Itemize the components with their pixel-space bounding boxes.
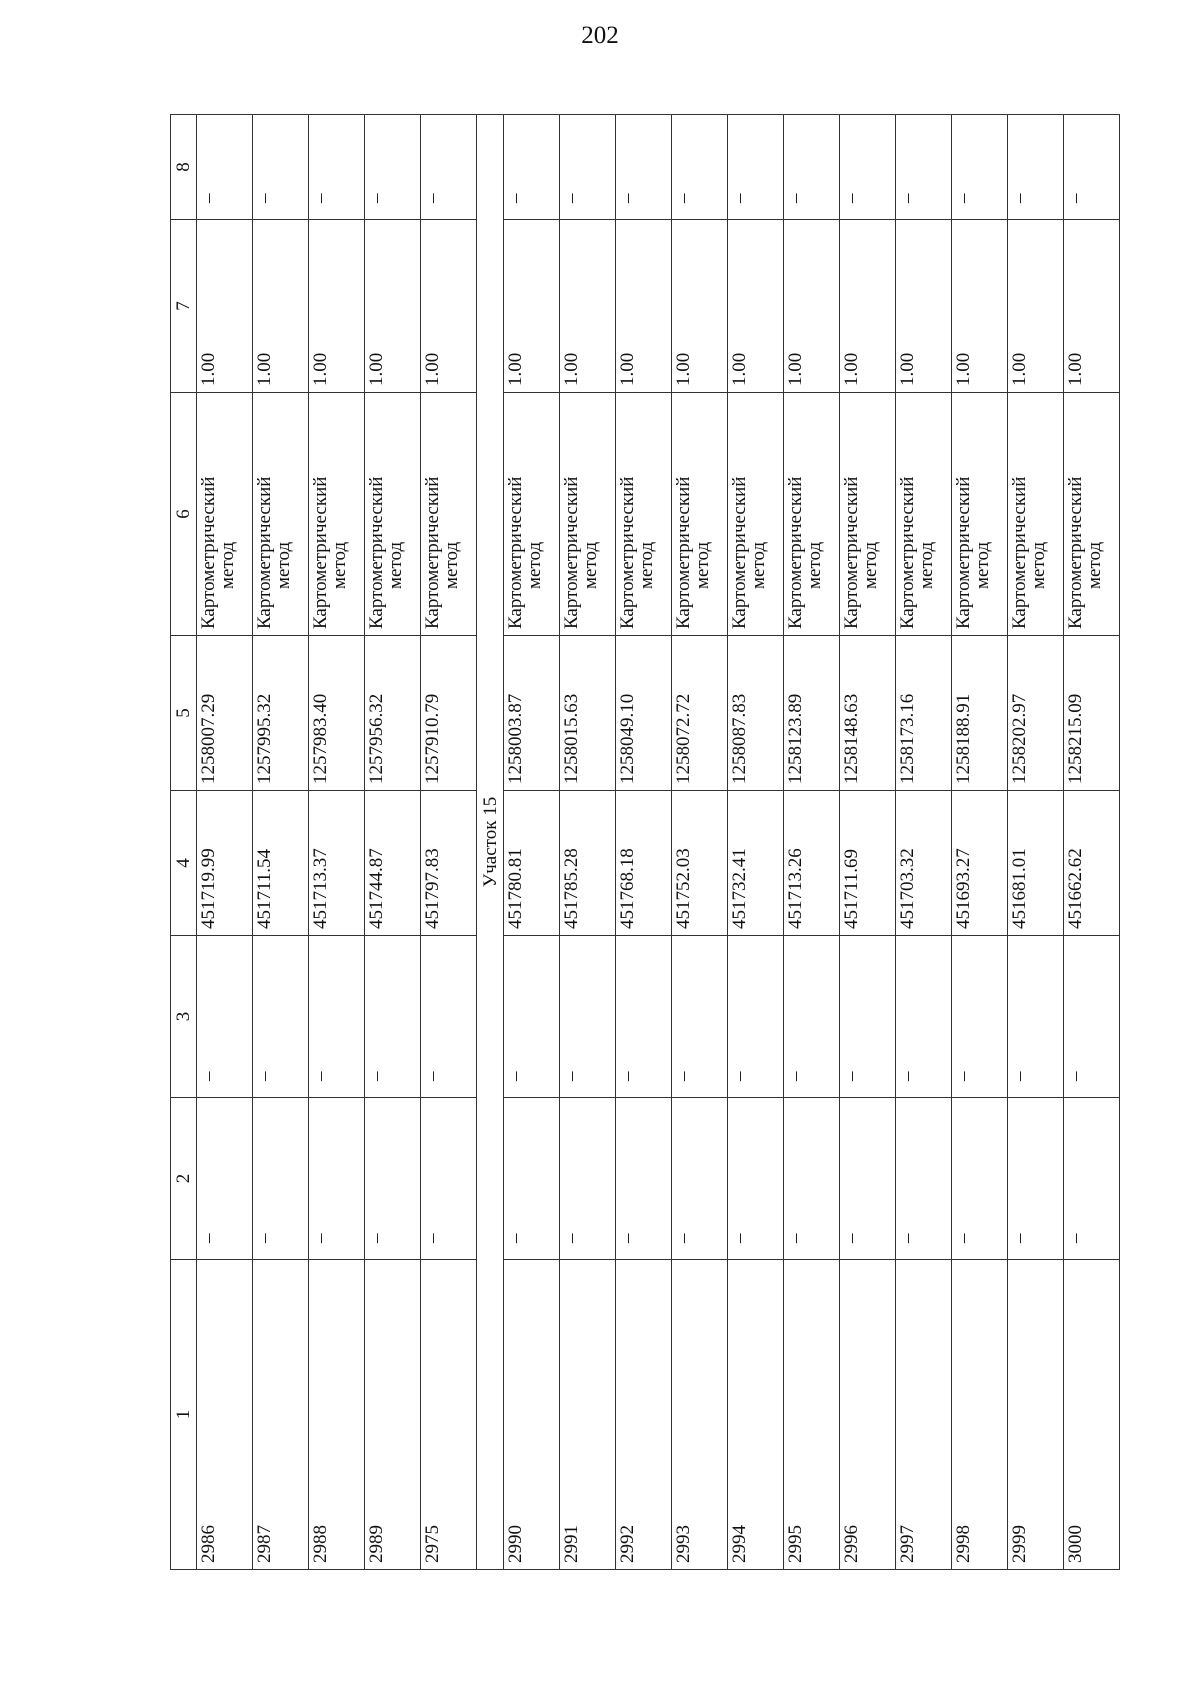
column-number-8: 8 [171,115,197,220]
cell-col-2: – [615,1098,671,1260]
cell-col-2: – [503,1098,559,1260]
cell-col-7: 1.00 [839,220,895,393]
cell-method [1063,393,1119,636]
cell-col-8: – [503,115,559,220]
table-row [421,115,477,1570]
cell-method [503,393,559,636]
method-line-1: Картометрический [1064,476,1086,629]
cell-col-8: – [365,115,421,220]
cell-col-3: – [1007,936,1063,1098]
cell-col-8: – [615,115,671,220]
cell-col-1: 2994 [727,1260,783,1570]
cell-col-7: 1.00 [895,220,951,393]
cell-col-2: – [197,1098,253,1260]
cell-col-3: – [197,936,253,1098]
table-row [559,115,615,1570]
table-row [503,115,559,1570]
cell-col-3: – [839,936,895,1098]
cell-col-5: 1257956.32 [365,636,421,791]
cell-col-3: – [1063,936,1119,1098]
coordinates-table [170,114,1120,1570]
cell-col-4: 451719.99 [197,791,253,936]
section-label: Участок 15 [477,115,503,1570]
cell-col-4: 451785.28 [559,791,615,936]
cell-method [309,393,365,636]
table-row [365,115,421,1570]
cell-col-4: 451662.62 [1063,791,1119,936]
method-line-1: Картометрический [952,476,974,629]
method-line-2: метод [747,541,769,589]
cell-col-5: 1258188.91 [951,636,1007,791]
cell-method [197,393,253,636]
method-line-2: метод [385,541,407,589]
method-line-2: метод [217,541,239,589]
cell-col-3: – [671,936,727,1098]
cell-col-2: – [1063,1098,1119,1260]
cell-col-1: 2995 [783,1260,839,1570]
cell-col-1: 2987 [253,1260,309,1570]
column-number-5: 5 [171,636,197,791]
table-row [253,115,309,1570]
cell-col-7: 1.00 [783,220,839,393]
cell-col-4: 451744.87 [365,791,421,936]
cell-col-5: 1258072.72 [671,636,727,791]
cell-col-4: 451681.01 [1007,791,1063,936]
cell-col-3: – [559,936,615,1098]
method-line-1: Картометрический [366,476,388,629]
cell-method [1007,393,1063,636]
cell-col-1: 2988 [309,1260,365,1570]
table-row [1063,115,1119,1570]
cell-col-2: – [951,1098,1007,1260]
cell-col-4: 451711.69 [839,791,895,936]
method-line-2: метод [329,541,351,589]
cell-col-7: 1.00 [951,220,1007,393]
cell-col-4: 451780.81 [503,791,559,936]
cell-col-7: 1.00 [309,220,365,393]
cell-col-5: 1258007.29 [197,636,253,791]
cell-col-7: 1.00 [1063,220,1119,393]
method-line-1: Картометрический [198,476,220,629]
cell-col-4: 451703.32 [895,791,951,936]
cell-col-1: 2998 [951,1260,1007,1570]
cell-method [727,393,783,636]
method-line-1: Картометрический [422,476,444,629]
cell-col-3: – [365,936,421,1098]
cell-col-5: 1258015.63 [559,636,615,791]
table-row [895,115,951,1570]
cell-col-1: 2991 [559,1260,615,1570]
cell-method [783,393,839,636]
cell-col-4: 451713.26 [783,791,839,936]
cell-col-2: – [1007,1098,1063,1260]
cell-col-3: – [421,936,477,1098]
cell-col-8: – [1007,115,1063,220]
cell-method [365,393,421,636]
table-row [951,115,1007,1570]
cell-col-5: 1258087.83 [727,636,783,791]
cell-col-2: – [839,1098,895,1260]
cell-col-3: – [895,936,951,1098]
cell-col-1: 2993 [671,1260,727,1570]
cell-col-1: 2992 [615,1260,671,1570]
cell-col-7: 1.00 [503,220,559,393]
column-number-1: 1 [171,1260,197,1570]
cell-col-7: 1.00 [727,220,783,393]
cell-col-7: 1.00 [615,220,671,393]
table-row [839,115,895,1570]
table-row [671,115,727,1570]
method-line-2: метод [273,541,295,589]
method-line-1: Картометрический [728,476,750,629]
cell-method [421,393,477,636]
cell-col-3: – [615,936,671,1098]
cell-col-5: 1258123.89 [783,636,839,791]
cell-col-2: – [253,1098,309,1260]
cell-method [671,393,727,636]
cell-col-2: – [671,1098,727,1260]
cell-col-7: 1.00 [197,220,253,393]
method-line-1: Картометрический [254,476,276,629]
method-line-1: Картометрический [1008,476,1030,629]
method-line-1: Картометрический [504,476,526,629]
method-line-2: метод [803,541,825,589]
cell-col-8: – [783,115,839,220]
cell-col-1: 2997 [895,1260,951,1570]
cell-col-5: 1258148.63 [839,636,895,791]
cell-col-5: 1257995.32 [253,636,309,791]
cell-method [951,393,1007,636]
method-line-2: метод [1027,541,1049,589]
cell-col-1: 2986 [197,1260,253,1570]
cell-col-8: – [253,115,309,220]
table-row [309,115,365,1570]
column-number-3: 3 [171,936,197,1098]
cell-method [253,393,309,636]
cell-col-8: – [197,115,253,220]
cell-col-3: – [783,936,839,1098]
cell-col-5: 1258202.97 [1007,636,1063,791]
cell-col-3: – [253,936,309,1098]
cell-col-8: – [839,115,895,220]
method-line-2: метод [1083,541,1105,589]
cell-col-2: – [365,1098,421,1260]
cell-col-1: 2990 [503,1260,559,1570]
cell-col-4: 451797.83 [421,791,477,936]
method-line-1: Картометрический [560,476,582,629]
cell-col-7: 1.00 [1007,220,1063,393]
cell-col-8: – [895,115,951,220]
table-body [171,115,1120,1570]
cell-col-2: – [309,1098,365,1260]
method-line-1: Картометрический [896,476,918,629]
method-line-2: метод [859,541,881,589]
table-container [170,115,1120,1570]
cell-col-4: 451693.27 [951,791,1007,936]
cell-col-1: 2996 [839,1260,895,1570]
column-number-4: 4 [171,791,197,936]
table-row [727,115,783,1570]
cell-col-5: 1258215.09 [1063,636,1119,791]
method-line-2: метод [579,541,601,589]
method-line-1: Картометрический [616,476,638,629]
cell-col-4: 451768.18 [615,791,671,936]
cell-method [839,393,895,636]
method-line-2: метод [523,541,545,589]
cell-col-2: – [783,1098,839,1260]
cell-col-5: 1258049.10 [615,636,671,791]
cell-col-5: 1258003.87 [503,636,559,791]
cell-method [895,393,951,636]
rotated-table-frame [170,115,1120,1570]
cell-col-8: – [559,115,615,220]
table-row [615,115,671,1570]
cell-col-5: 1258173.16 [895,636,951,791]
cell-col-8: – [951,115,1007,220]
cell-col-1: 2975 [421,1260,477,1570]
cell-col-7: 1.00 [671,220,727,393]
cell-col-8: – [1063,115,1119,220]
cell-col-7: 1.00 [365,220,421,393]
method-line-1: Картометрический [840,476,862,629]
cell-col-4: 451732.41 [727,791,783,936]
cell-col-2: – [727,1098,783,1260]
method-line-2: метод [691,541,713,589]
column-number-row [171,115,197,1570]
method-line-1: Картометрический [310,476,332,629]
cell-col-3: – [727,936,783,1098]
page-number: 202 [581,22,619,49]
section-row [477,115,503,1570]
cell-col-7: 1.00 [421,220,477,393]
cell-col-2: – [895,1098,951,1260]
table-row [197,115,253,1570]
cell-method [559,393,615,636]
method-line-1: Картометрический [784,476,806,629]
method-line-2: метод [635,541,657,589]
cell-col-3: – [309,936,365,1098]
cell-col-2: – [559,1098,615,1260]
method-line-2: метод [441,541,463,589]
cell-col-8: – [727,115,783,220]
cell-col-8: – [671,115,727,220]
cell-col-7: 1.00 [253,220,309,393]
cell-col-2: – [421,1098,477,1260]
column-number-7: 7 [171,220,197,393]
cell-col-1: 2999 [1007,1260,1063,1570]
cell-col-3: – [503,936,559,1098]
cell-col-4: 451711.54 [253,791,309,936]
cell-col-1: 2989 [365,1260,421,1570]
cell-col-4: 451752.03 [671,791,727,936]
method-line-2: метод [915,541,937,589]
cell-col-1: 3000 [1063,1260,1119,1570]
column-number-2: 2 [171,1098,197,1260]
table-row [1007,115,1063,1570]
cell-method [615,393,671,636]
cell-col-8: – [309,115,365,220]
table-row [783,115,839,1570]
cell-col-4: 451713.37 [309,791,365,936]
cell-col-8: – [421,115,477,220]
cell-col-5: 1257910.79 [421,636,477,791]
cell-col-7: 1.00 [559,220,615,393]
method-line-1: Картометрический [672,476,694,629]
method-line-2: метод [971,541,993,589]
cell-col-5: 1257983.40 [309,636,365,791]
cell-col-3: – [951,936,1007,1098]
column-number-6: 6 [171,393,197,636]
